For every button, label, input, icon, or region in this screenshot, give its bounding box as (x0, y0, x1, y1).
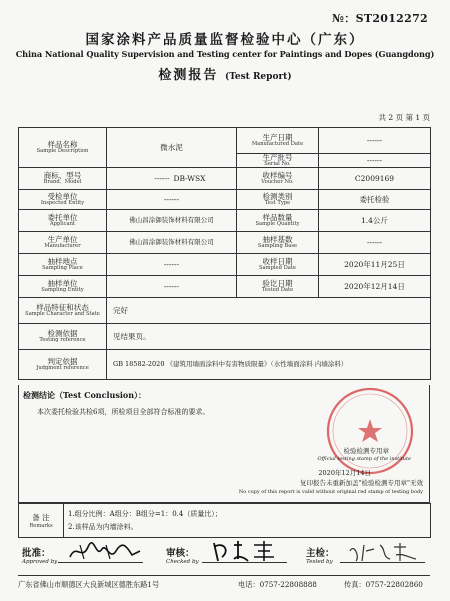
mfg-date-value: ------ (319, 128, 431, 154)
sampling-base-value: ------ (319, 232, 431, 254)
inspected-entity-value: ------ (107, 190, 237, 210)
sample-character-value: 完好 (107, 298, 431, 324)
model-value: DB-WSX (172, 168, 237, 190)
table-row (19, 504, 431, 538)
label-cn: 生产日期 (262, 132, 293, 142)
footer-tel: 电话：0757-22808888 (238, 580, 317, 589)
testing-reference-value: 见结果页。 (107, 324, 431, 350)
institute-name-cn: 国家涂料产品质量监督检验中心（广东） (85, 32, 365, 48)
label-cn: 生产单位 (47, 235, 78, 245)
label-cn: 商标、型号 (43, 171, 82, 181)
seal-caption: 检验检测专用章 (343, 447, 389, 455)
approved-label: 批准： (22, 548, 51, 559)
remark-line-1: 1.组分比例：A组分：B组分=1：0.4（质量比）； (68, 509, 222, 518)
sample-quantity-value: 1.4公斤 (319, 210, 431, 232)
seal-date: 2020年12月14日 (318, 469, 371, 477)
label-en: Sample Description (36, 147, 89, 154)
tested-label: 主检： (306, 548, 335, 559)
seal-caption-en: Official testing stamp of the institute (317, 456, 411, 462)
label-en: Test Type (264, 200, 291, 207)
label-en: Voucher No. (261, 179, 294, 186)
copy-warning-cn: 复印报告未重新加盖"检验检测专用章"无效 (300, 479, 423, 487)
label-en: Manufactured Date (251, 140, 304, 147)
serial-no-value: ------ (319, 154, 431, 168)
table-row (19, 324, 431, 350)
footer-address: 广东省佛山市顺德区大良新城区德胜东路1号 (18, 580, 160, 589)
sampling-entity-value: ------ (107, 276, 237, 298)
report-title (0, 64, 450, 83)
tested-date-value: 2020年12月14日 (319, 276, 431, 298)
label-en: Inspected Entity (40, 200, 85, 207)
tested-signature-icon (346, 539, 424, 565)
conclusion-section (18, 385, 430, 503)
label-en: Sample Quantity (255, 221, 300, 228)
voucher-no-value: C2009169 (319, 168, 431, 190)
label-cn: 收样日期 (262, 257, 293, 267)
label-cn: 检测类别 (262, 192, 293, 202)
sample-info-table (18, 127, 431, 380)
label-en: Judgment reference (36, 365, 89, 372)
label-en: Tested Date (261, 287, 294, 294)
label-cn: 验讫日期 (262, 279, 293, 289)
checked-label: 审核： (166, 548, 195, 559)
remarks-table (18, 503, 431, 538)
label-cn: 生产批号 (262, 153, 293, 162)
copy-warning-en: No copy of this report is valid without original red stamp of testing body (238, 489, 423, 495)
institute-name-en: China National Quality Supervision and Testing center for Paintings and Dopes (Guangdong) (15, 49, 435, 59)
label-cn: 样品特征和状态 (36, 303, 89, 313)
page-count: 共 2 页 第 1 页 (378, 113, 430, 122)
checked-label-en: Checked by (166, 559, 199, 565)
label-cn: 判定依据 (47, 357, 78, 367)
brand-value: ------ (107, 168, 172, 190)
label-cn: 抽样地点 (47, 257, 78, 267)
approved-label-en: Approved by (22, 559, 58, 565)
table-row (19, 276, 431, 298)
report-title-cn: 检测报告 (158, 68, 219, 83)
label-en: Applicant (49, 221, 76, 228)
remark-line-2: 2.该样品为内墙涂料。 (68, 522, 138, 531)
test-type-value: 委托检验 (319, 190, 431, 210)
approved-signature-icon (66, 539, 146, 565)
tested-label-en: Tested by (306, 559, 333, 565)
label-en: Testing reference (39, 337, 86, 344)
table-row (19, 232, 431, 254)
applicant-value: 佛山昌涂御装饰材料有限公司 (107, 210, 237, 232)
table-row (19, 350, 431, 380)
remarks-label-cn: 备 注 (32, 513, 50, 522)
report-number: №：ST2012272 (332, 12, 428, 25)
table-row (19, 210, 431, 232)
table-row (19, 298, 431, 324)
sampling-place-value: ------ (107, 254, 237, 276)
report-title-en: (Test Report) (224, 72, 292, 82)
label-cn: 检测依据 (47, 329, 78, 339)
judgment-reference-value: GB 18582-2020 《建筑用墙面涂料中有害物质限量》（水性墙面涂料 内墙涂料） (107, 350, 431, 380)
table-row (19, 168, 431, 190)
label-en: Sample Character and State (25, 311, 100, 318)
label-cn: 受检单位 (47, 192, 78, 202)
label-cn: 抽样单位 (47, 279, 78, 289)
footer-divider (18, 575, 430, 576)
signature-row (18, 537, 430, 577)
conclusion-text: 本次委托检验共检6项，所检项目全部符合标准的要求。 (37, 408, 210, 416)
footer-fax: 传真：0757-22802860 (344, 580, 423, 589)
label-en: Serial No. (264, 160, 291, 167)
label-en: Sampling Place (42, 265, 83, 272)
sample-desc-value: 微水泥 (107, 128, 237, 168)
label-cn: 收样编号 (262, 171, 293, 181)
label-cn: 样品数量 (262, 213, 293, 223)
table-row (19, 128, 431, 154)
label-en: Brand、Model (43, 179, 82, 186)
label-en: Manufacturer (44, 243, 81, 250)
label-cn: 抽样基数 (262, 235, 293, 245)
label-cn: 委托单位 (47, 213, 78, 223)
manufacturer-value: 佛山昌涂御装饰材料有限公司 (107, 232, 237, 254)
label-en: Sampling Entity (41, 287, 84, 294)
table-row (19, 254, 431, 276)
table-row (19, 190, 431, 210)
label-en: Sampled Date (259, 265, 296, 272)
sampled-date-value: 2020年11月25日 (319, 254, 431, 276)
remarks-label-en: Remarks (29, 523, 53, 529)
conclusion-heading: 检测结论（Test Conclusion）： (23, 390, 147, 400)
label-en: Sampling Base (257, 243, 298, 250)
checked-signature-icon (208, 537, 288, 565)
label-cn: 样品名称 (47, 140, 78, 149)
official-seal-icon (324, 385, 416, 477)
